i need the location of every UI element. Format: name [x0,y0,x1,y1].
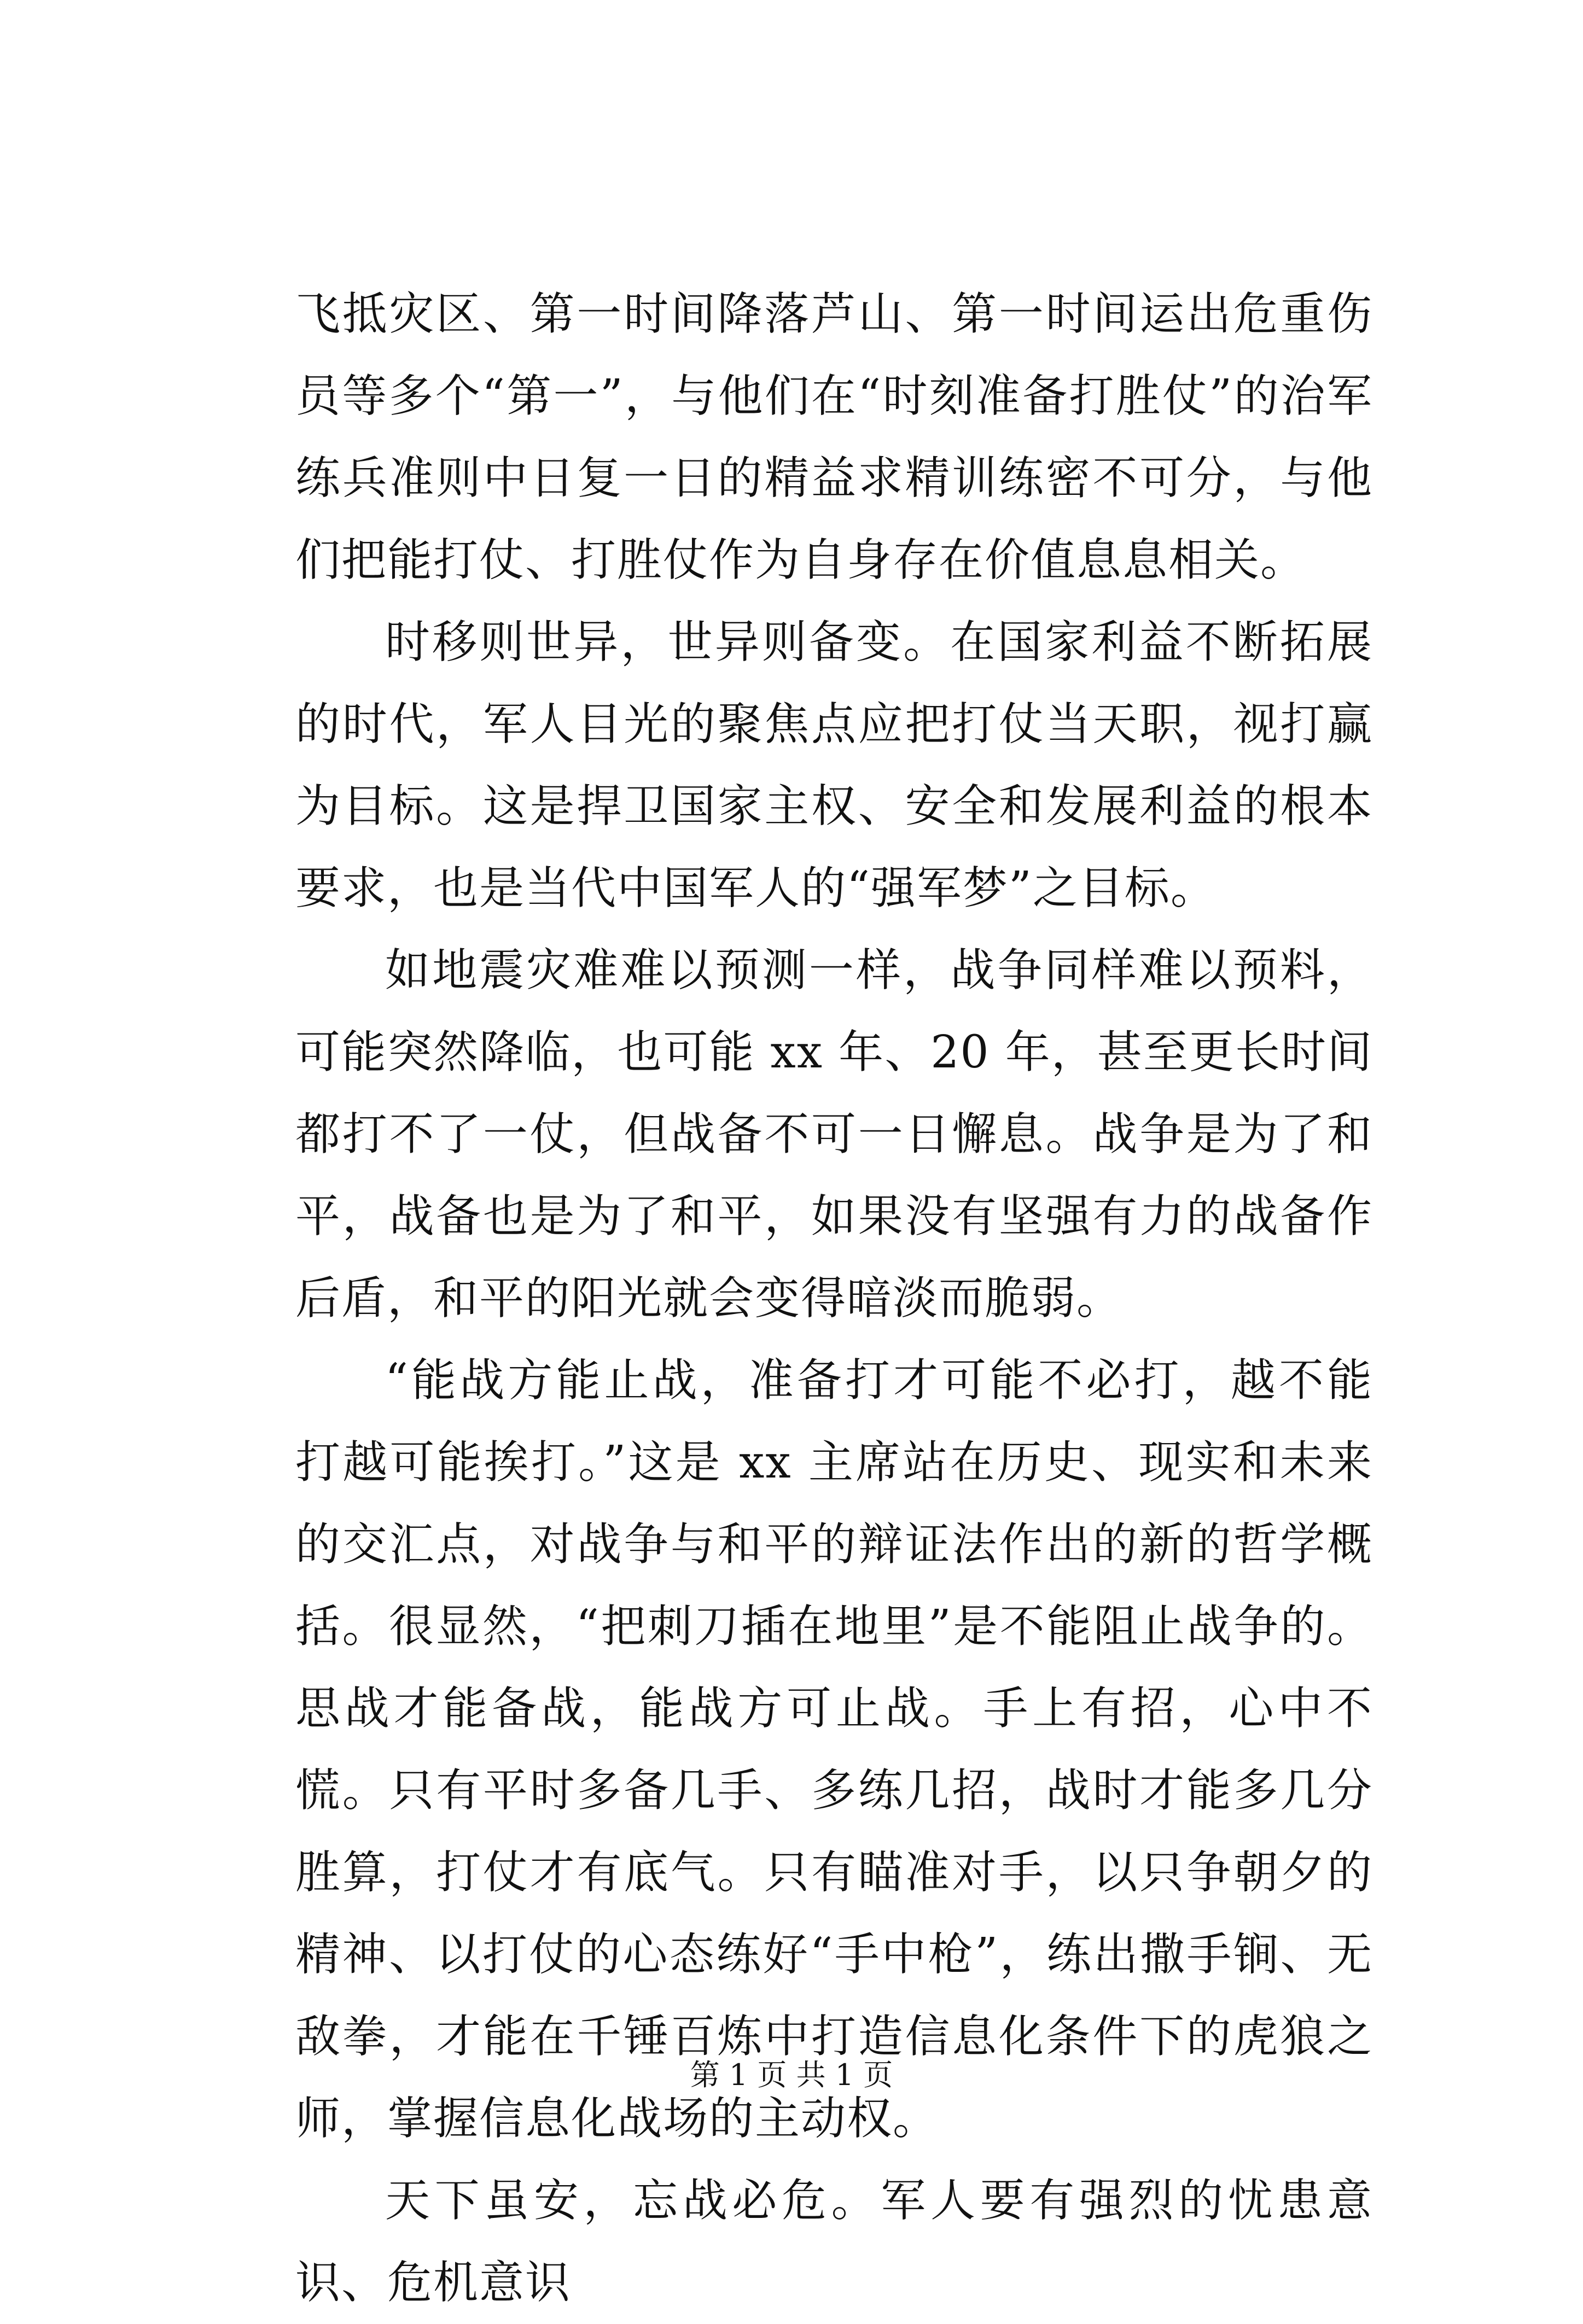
body-text [295,273,1373,2324]
paragraph-4: “能战方能止战，准备打才可能不必打，越不能打越可能挨打。”这是 xx 主席站在历史、现实和未来的交汇点，对战争与和平的辩证法作出的新的哲学概括。很显然，“把刺刀插在地里”是不能阻止战争的。思战才能备战，能战方可止战。手上有招，心中不慌。只有平时多备几手、多练几招，战时才能多几分胜算，打仗才有底气。只有瞄准对手，以只争朝夕的精神、以打仗的心态练好“手中枪”，练出撒手锏、无敌拳，才能在千锤百炼中打造信息化条件下的虎狼之师，掌握信息化战场的主动权。 [295,1354,1373,2145]
paragraph-2: 时移则世异，世异则备变。在国家利益不断拓展的时代，军人目光的聚焦点应把打仗当天职，视打赢为目标。这是捍卫国家主权、安全和发展利益的根本要求，也是当代中国军人的“强军梦”之目标。 [295,616,1373,914]
paragraph-5: 天下虽安，忘战必危。军人要有强烈的忧患意识、危机意识 [295,2175,1373,2309]
paragraph-3: 如地震灾难难以预测一样，战争同样难以预料，可能突然降临，也可能 xx 年、20 年，甚至更长时间都打不了一仗，但战备不可一日懈息。战争是为了和平，战备也是为了和平，如果没有坚强有力的战备作后盾，和平的阳光就会变得暗淡而脆弱。 [295,944,1373,1324]
page-footer: 第 1 页 共 1 页 [690,2058,893,2092]
paragraph-1: 飞抵灾区、第一时间降落芦山、第一时间运出危重伤员等多个“第一”，与他们在“时刻准备打胜仗”的治军练兵准则中日复一日的精益求精训练密不可分，与他们把能打仗、打胜仗作为自身存在价值息息相关。 [295,288,1373,586]
